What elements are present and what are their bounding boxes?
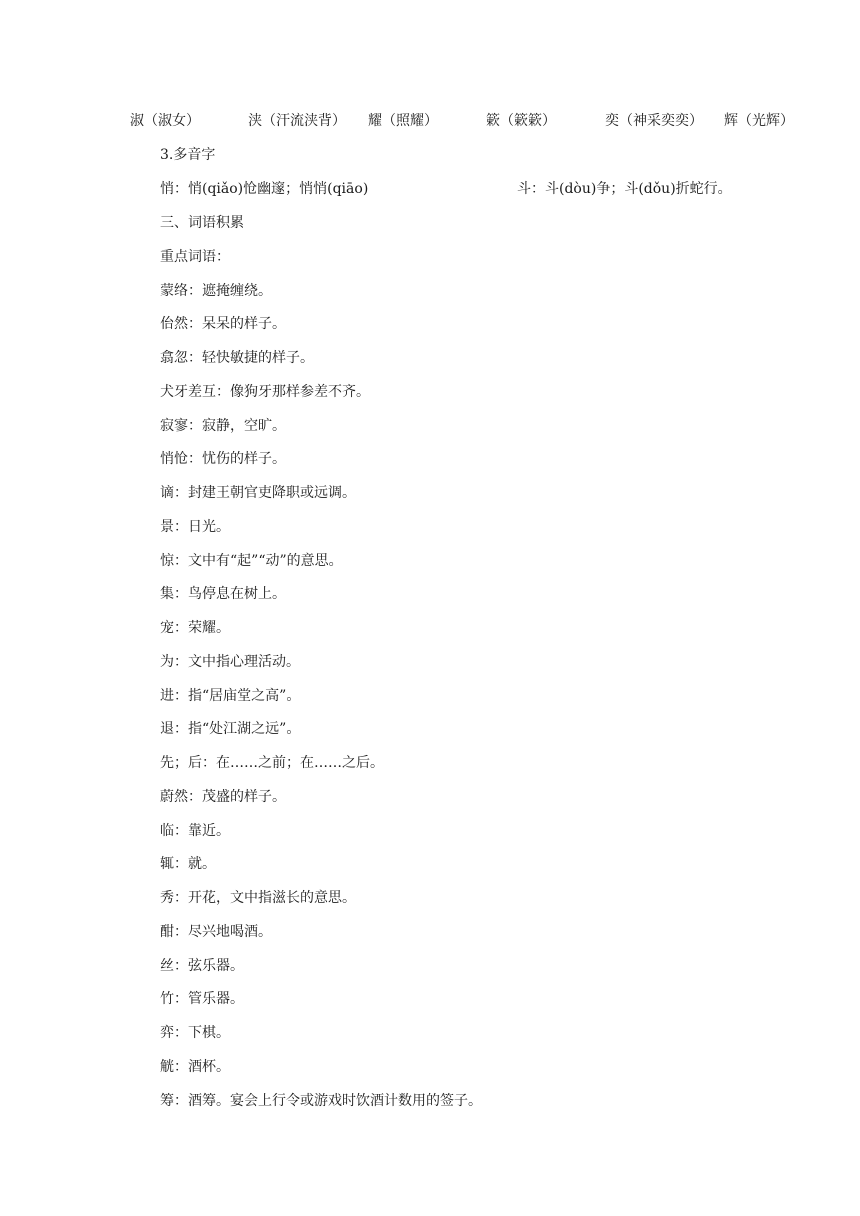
list-item: 蒙络：遮掩缠绕。 [160,282,272,299]
list-item: 临：靠近。 [160,822,230,839]
char-item-shu: 淑（淑女） [130,113,200,129]
list-item: 弈：下棋。 [160,1025,230,1041]
polyphone-qiao: 悄：悄(qiǎo)怆幽邃；悄悄(qiāo) [160,181,369,197]
list-item: 竹：管乐器。 [160,991,244,1008]
char-item-yao: 耀（照耀） [368,113,438,129]
list-item: 重点词语： [160,248,230,265]
polyphone-dou: 斗：斗(dòu)争；斗(dǒu)折蛇行。 [517,181,732,197]
list-item: 辄：就。 [160,856,216,873]
list-item: 悄怆：忧伤的样子。 [160,451,286,468]
list-item: 集：鸟停息在树上。 [160,586,286,603]
list-item: 惊：文中有“起”“动”的意思。 [160,552,343,569]
list-item: 进：指“居庙堂之高”。 [160,687,301,704]
list-item: 三、词语积累 [160,215,244,231]
char-item-jia: 浃（汗流浃背） [248,113,346,129]
char-item-yi: 奕（神采奕奕） [605,113,703,129]
list-item: 景：日光。 [160,518,230,535]
list-item: 宠：荣耀。 [160,620,230,636]
list-item: 谪：封建王朝官吏降职或远调。 [160,485,356,501]
vocabulary-list [160,214,482,1125]
list-item: 觥：酒杯。 [160,1058,230,1075]
list-item: 为：文中指心理活动。 [160,653,300,670]
list-item: 犬牙差互：像狗牙那样参差不齐。 [160,383,370,400]
list-item: 蔚然：茂盛的样子。 [160,788,286,805]
list-item: 秀：开花，文中指滋长的意思。 [160,890,356,906]
list-item: 佁然：呆呆的样子。 [160,316,286,333]
section-heading: 3.多音字 [160,147,216,163]
list-item: 丝：弦乐器。 [160,957,244,974]
list-item: 翕忽：轻快敏捷的样子。 [160,350,314,366]
list-item: 寂寥：寂静，空旷。 [160,417,286,434]
list-item: 筹：酒筹。宴会上行令或游戏时饮酒计数用的签子。 [160,1092,482,1109]
char-item-hui: 辉（光辉） [724,113,794,129]
char-item-su: 簌（簌簌） [486,113,556,129]
list-item: 先；后：在……之前；在……之后。 [160,755,384,771]
list-item: 退：指“处江湖之远”。 [160,721,301,738]
list-item: 酣：尽兴地喝酒。 [160,923,272,940]
